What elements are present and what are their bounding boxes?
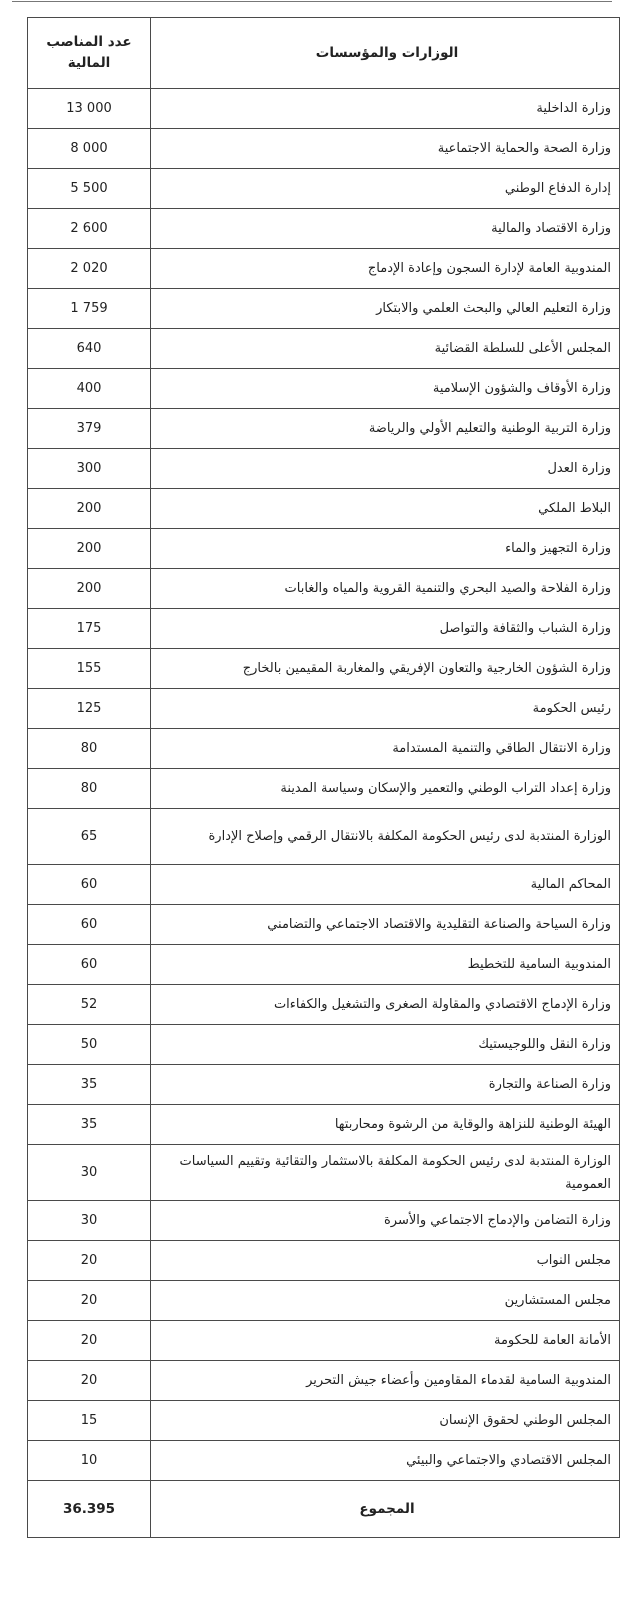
- post-count: 35: [28, 1105, 151, 1145]
- table-row: [28, 529, 620, 569]
- table-row: [28, 569, 620, 609]
- total-count: 36.395: [28, 1481, 151, 1538]
- institution-name: وزارة الصحة والحماية الاجتماعية: [151, 129, 620, 169]
- table-row: [28, 1441, 620, 1481]
- table-header-row: [28, 18, 620, 89]
- institution-name: المجلس الأعلى للسلطة القضائية: [151, 329, 620, 369]
- institution-name: المجلس الوطني لحقوق الإنسان: [151, 1401, 620, 1441]
- post-count: 200: [28, 529, 151, 569]
- table-row: [28, 945, 620, 985]
- table-row: [28, 449, 620, 489]
- post-count: 5 500: [28, 169, 151, 209]
- table-row: [28, 769, 620, 809]
- post-count: 200: [28, 489, 151, 529]
- header-institutions: الوزارات والمؤسسات: [151, 18, 620, 89]
- table-row: [28, 689, 620, 729]
- table-row: [28, 985, 620, 1025]
- institution-name: المندوبية السامية للتخطيط: [151, 945, 620, 985]
- institution-name: مجلس النواب: [151, 1241, 620, 1281]
- table-row: [28, 1401, 620, 1441]
- post-count: 125: [28, 689, 151, 729]
- post-count: 2 600: [28, 209, 151, 249]
- post-count: 175: [28, 609, 151, 649]
- institution-name: مجلس المستشارين: [151, 1281, 620, 1321]
- table-row: [28, 905, 620, 945]
- institution-name: وزارة إعداد التراب الوطني والتعمير والإسكان وسياسة المدينة: [151, 769, 620, 809]
- table-row: [28, 369, 620, 409]
- table-row: [28, 1281, 620, 1321]
- institution-name: الوزارة المنتدبة لدى رئيس الحكومة المكلفة بالانتقال الرقمي وإصلاح الإدارة: [151, 809, 620, 865]
- institution-name: وزارة السياحة والصناعة التقليدية والاقتصاد الاجتماعي والتضامني: [151, 905, 620, 945]
- institution-name: وزارة الصناعة والتجارة: [151, 1065, 620, 1105]
- post-count: 30: [28, 1145, 151, 1201]
- institution-name: الهيئة الوطنية للنزاهة والوقاية من الرشوة ومحاربتها: [151, 1105, 620, 1145]
- table-row: [28, 129, 620, 169]
- post-count: 20: [28, 1241, 151, 1281]
- table-row: [28, 809, 620, 865]
- table-row: [28, 609, 620, 649]
- table-row: [28, 329, 620, 369]
- institution-name: المندوبية العامة لإدارة السجون وإعادة الإدماج: [151, 249, 620, 289]
- table-row: [28, 1321, 620, 1361]
- table-row: [28, 1241, 620, 1281]
- post-count: 20: [28, 1281, 151, 1321]
- institution-name: وزارة الأوقاف والشؤون الإسلامية: [151, 369, 620, 409]
- post-count: 20: [28, 1321, 151, 1361]
- total-label: المجموع: [151, 1481, 620, 1538]
- table-row: [28, 249, 620, 289]
- post-count: 400: [28, 369, 151, 409]
- institution-name: وزارة الشباب والثقافة والتواصل: [151, 609, 620, 649]
- institution-name: المجلس الاقتصادي والاجتماعي والبيئي: [151, 1441, 620, 1481]
- post-count: 60: [28, 945, 151, 985]
- post-count: 8 000: [28, 129, 151, 169]
- table-row: [28, 1065, 620, 1105]
- institution-name: وزارة التربية الوطنية والتعليم الأولي والرياضة: [151, 409, 620, 449]
- post-count: 2 020: [28, 249, 151, 289]
- institution-name: وزارة الاقتصاد والمالية: [151, 209, 620, 249]
- table-row: [28, 489, 620, 529]
- post-count: 20: [28, 1361, 151, 1401]
- table-row: [28, 209, 620, 249]
- table-row: [28, 1145, 620, 1201]
- post-count: 50: [28, 1025, 151, 1065]
- institution-name: الأمانة العامة للحكومة: [151, 1321, 620, 1361]
- header-post-count: عدد المناصب المالية: [28, 18, 151, 89]
- post-count: 300: [28, 449, 151, 489]
- post-count: 65: [28, 809, 151, 865]
- post-count: 379: [28, 409, 151, 449]
- top-divider: [12, 1, 612, 2]
- institution-name: المحاكم المالية: [151, 865, 620, 905]
- institution-name: وزارة الإدماج الاقتصادي والمقاولة الصغرى والتشغيل والكفاءات: [151, 985, 620, 1025]
- post-count: 155: [28, 649, 151, 689]
- institution-name: وزارة الفلاحة والصيد البحري والتنمية القروية والمياه والغابات: [151, 569, 620, 609]
- institution-name: وزارة التعليم العالي والبحث العلمي والابتكار: [151, 289, 620, 329]
- post-count: 80: [28, 729, 151, 769]
- post-count: 640: [28, 329, 151, 369]
- table-row: [28, 289, 620, 329]
- post-count: 200: [28, 569, 151, 609]
- financial-posts-table: [27, 17, 620, 1538]
- table-row: [28, 1361, 620, 1401]
- institution-name: وزارة الانتقال الطاقي والتنمية المستدامة: [151, 729, 620, 769]
- institution-name: وزارة التضامن والإدماج الاجتماعي والأسرة: [151, 1201, 620, 1241]
- institution-name: وزارة العدل: [151, 449, 620, 489]
- post-count: 60: [28, 865, 151, 905]
- post-count: 35: [28, 1065, 151, 1105]
- table-row: [28, 1025, 620, 1065]
- table-row: [28, 865, 620, 905]
- post-count: 30: [28, 1201, 151, 1241]
- post-count: 60: [28, 905, 151, 945]
- table-row: [28, 729, 620, 769]
- table-row: [28, 1201, 620, 1241]
- post-count: 13 000: [28, 89, 151, 129]
- post-count: 15: [28, 1401, 151, 1441]
- institution-name: إدارة الدفاع الوطني: [151, 169, 620, 209]
- institution-name: وزارة النقل واللوجيستيك: [151, 1025, 620, 1065]
- table-row: [28, 89, 620, 129]
- post-count: 10: [28, 1441, 151, 1481]
- table-row: [28, 1105, 620, 1145]
- post-count: 80: [28, 769, 151, 809]
- table-row: [28, 409, 620, 449]
- total-row: [28, 1481, 620, 1538]
- institution-name: المندوبية السامية لقدماء المقاومين وأعضاء جيش التحرير: [151, 1361, 620, 1401]
- institution-name: الوزارة المنتدبة لدى رئيس الحكومة المكلفة بالاستثمار والتقائية وتقييم السياسات العمومية: [151, 1145, 620, 1201]
- institution-name: وزارة الداخلية: [151, 89, 620, 129]
- institution-name: رئيس الحكومة: [151, 689, 620, 729]
- table-row: [28, 169, 620, 209]
- post-count: 1 759: [28, 289, 151, 329]
- table-row: [28, 649, 620, 689]
- institution-name: البلاط الملكي: [151, 489, 620, 529]
- institution-name: وزارة التجهيز والماء: [151, 529, 620, 569]
- post-count: 52: [28, 985, 151, 1025]
- institution-name: وزارة الشؤون الخارجية والتعاون الإفريقي والمغاربة المقيمين بالخارج: [151, 649, 620, 689]
